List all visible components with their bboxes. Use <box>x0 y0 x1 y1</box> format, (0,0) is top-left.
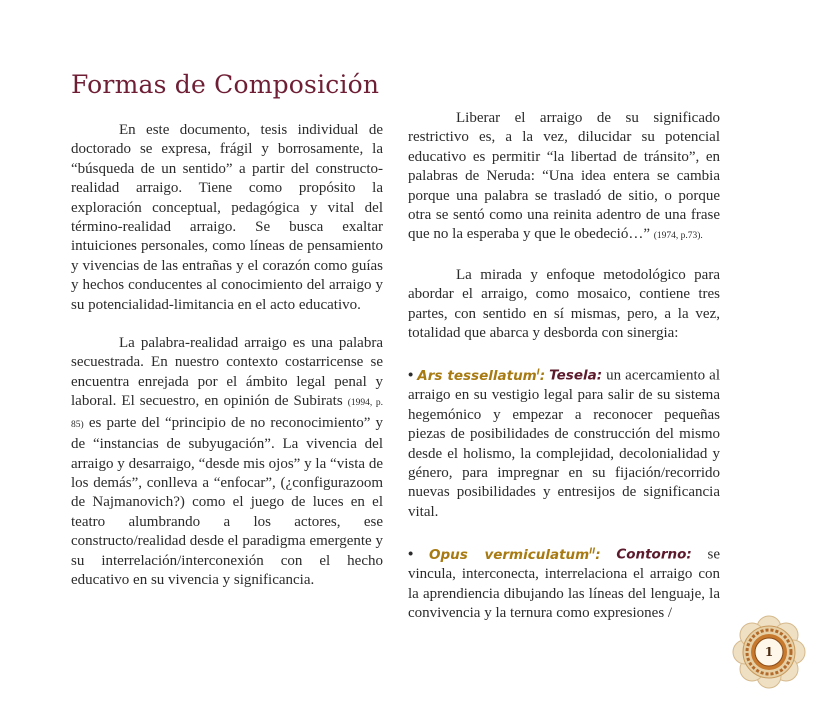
paragraph-text: es parte del “principio de no reconocimiento” y de “instancias de subyugación”. La vivencia del arraigo y desarraigo, “desde mis ojos” y la “vista de los demás”, conlleva a “enfocar”, (¿configurazoom de Najmanovich?) como el juego de luces en el teatro alumbrando a los actores, ese constructo/realidad desde el paradigma emergente y su interrelación/interconexión con el hecho educativo en su vivencia y significancia. <box>71 414 383 588</box>
paragraph-text: Liberar el arraigo de su significado restrictivo es, a la vez, dilucidar su potencial educativo es permitir “la libertad de tránsito”, en palabras de Neruda: “Una idea entera se cambia porque una palabra se trasladó de sitio, o porque otra se sentó como una reinita adentro de una frase que no la esperaba y que le obedeció…” <box>408 110 720 243</box>
bullet: • <box>408 546 414 563</box>
term-latin <box>429 547 601 563</box>
term-text: Opus vermiculatum <box>428 546 590 563</box>
citation: (1974, p.73). <box>653 231 703 242</box>
footnote-marker: I <box>536 367 540 377</box>
list-item-text: un acercamiento al arraigo en su vestigio legal para salir de su sistema hegemónico y empezar a reconocer pequeñas piezas de posibilidades de construcción del mismo desde el holismo, la complejidad, decolonialidad y género, para impregnar en su fijación/recorrido nuevas posibilidades y entresijos de significancia vital. <box>408 367 720 520</box>
term-spanish: Contorno: <box>616 546 692 563</box>
paragraph-mirada: La mirada y enfoque metodológico para abordar el arraigo, como mosaico, contiene tres partes, con sentido en sí mismas, pero, a la vez, totalidad que abarca y desborda con sinergia: <box>408 266 720 342</box>
term-colon: : <box>595 546 601 563</box>
footnote-marker: II <box>589 546 596 556</box>
paragraph-liberar <box>408 109 720 247</box>
list-item-tesela <box>408 362 720 522</box>
bullet: • <box>408 367 414 384</box>
paragraph-text: La palabra-realidad arraigo es una palabra secuestrada. En nuestro contexto costarricense se encuentra enrejada por el ámbito legal penal y laboral. El secuestro, en opinión de Subirats <box>71 335 383 410</box>
right-column <box>408 109 720 623</box>
term-text: Ars tessellatum <box>417 367 537 384</box>
term-latin <box>417 368 545 384</box>
paragraph-intro: En este documento, tesis individual de doctorado se expresa, frágil y borrosamente, la “búsqueda de un sentido” a partir del constructo-realidad arraigo. Tiene como propósito la exploración conceptual, pedagógica y vital del término-realidad arraigo. Se busca exaltar intuiciones personales, como líneas de pensamiento y vivencias de las entrañas y el corazón como guías y hechos conducentes al conocimiento del arraigo y su potencialidad-limitancia en el acto educativo. <box>71 122 383 313</box>
page-title: Formas de Composición <box>71 70 380 99</box>
page-number-badge <box>731 614 807 690</box>
list-item-contorno <box>408 541 720 623</box>
term-spanish: Tesela: <box>549 367 603 384</box>
page-number: 1 <box>764 645 774 659</box>
citation: (1994, p. 85) <box>71 398 384 430</box>
paragraph-secuestrada <box>71 334 383 590</box>
list-item-text: se vincula, interconecta, interrelaciona el arraigo con la aprendiencia dibujando las líneas del lenguaje, la convivencia y la ternura como expresiones / <box>408 546 720 621</box>
left-column <box>71 121 383 590</box>
term-colon: : <box>539 367 546 384</box>
